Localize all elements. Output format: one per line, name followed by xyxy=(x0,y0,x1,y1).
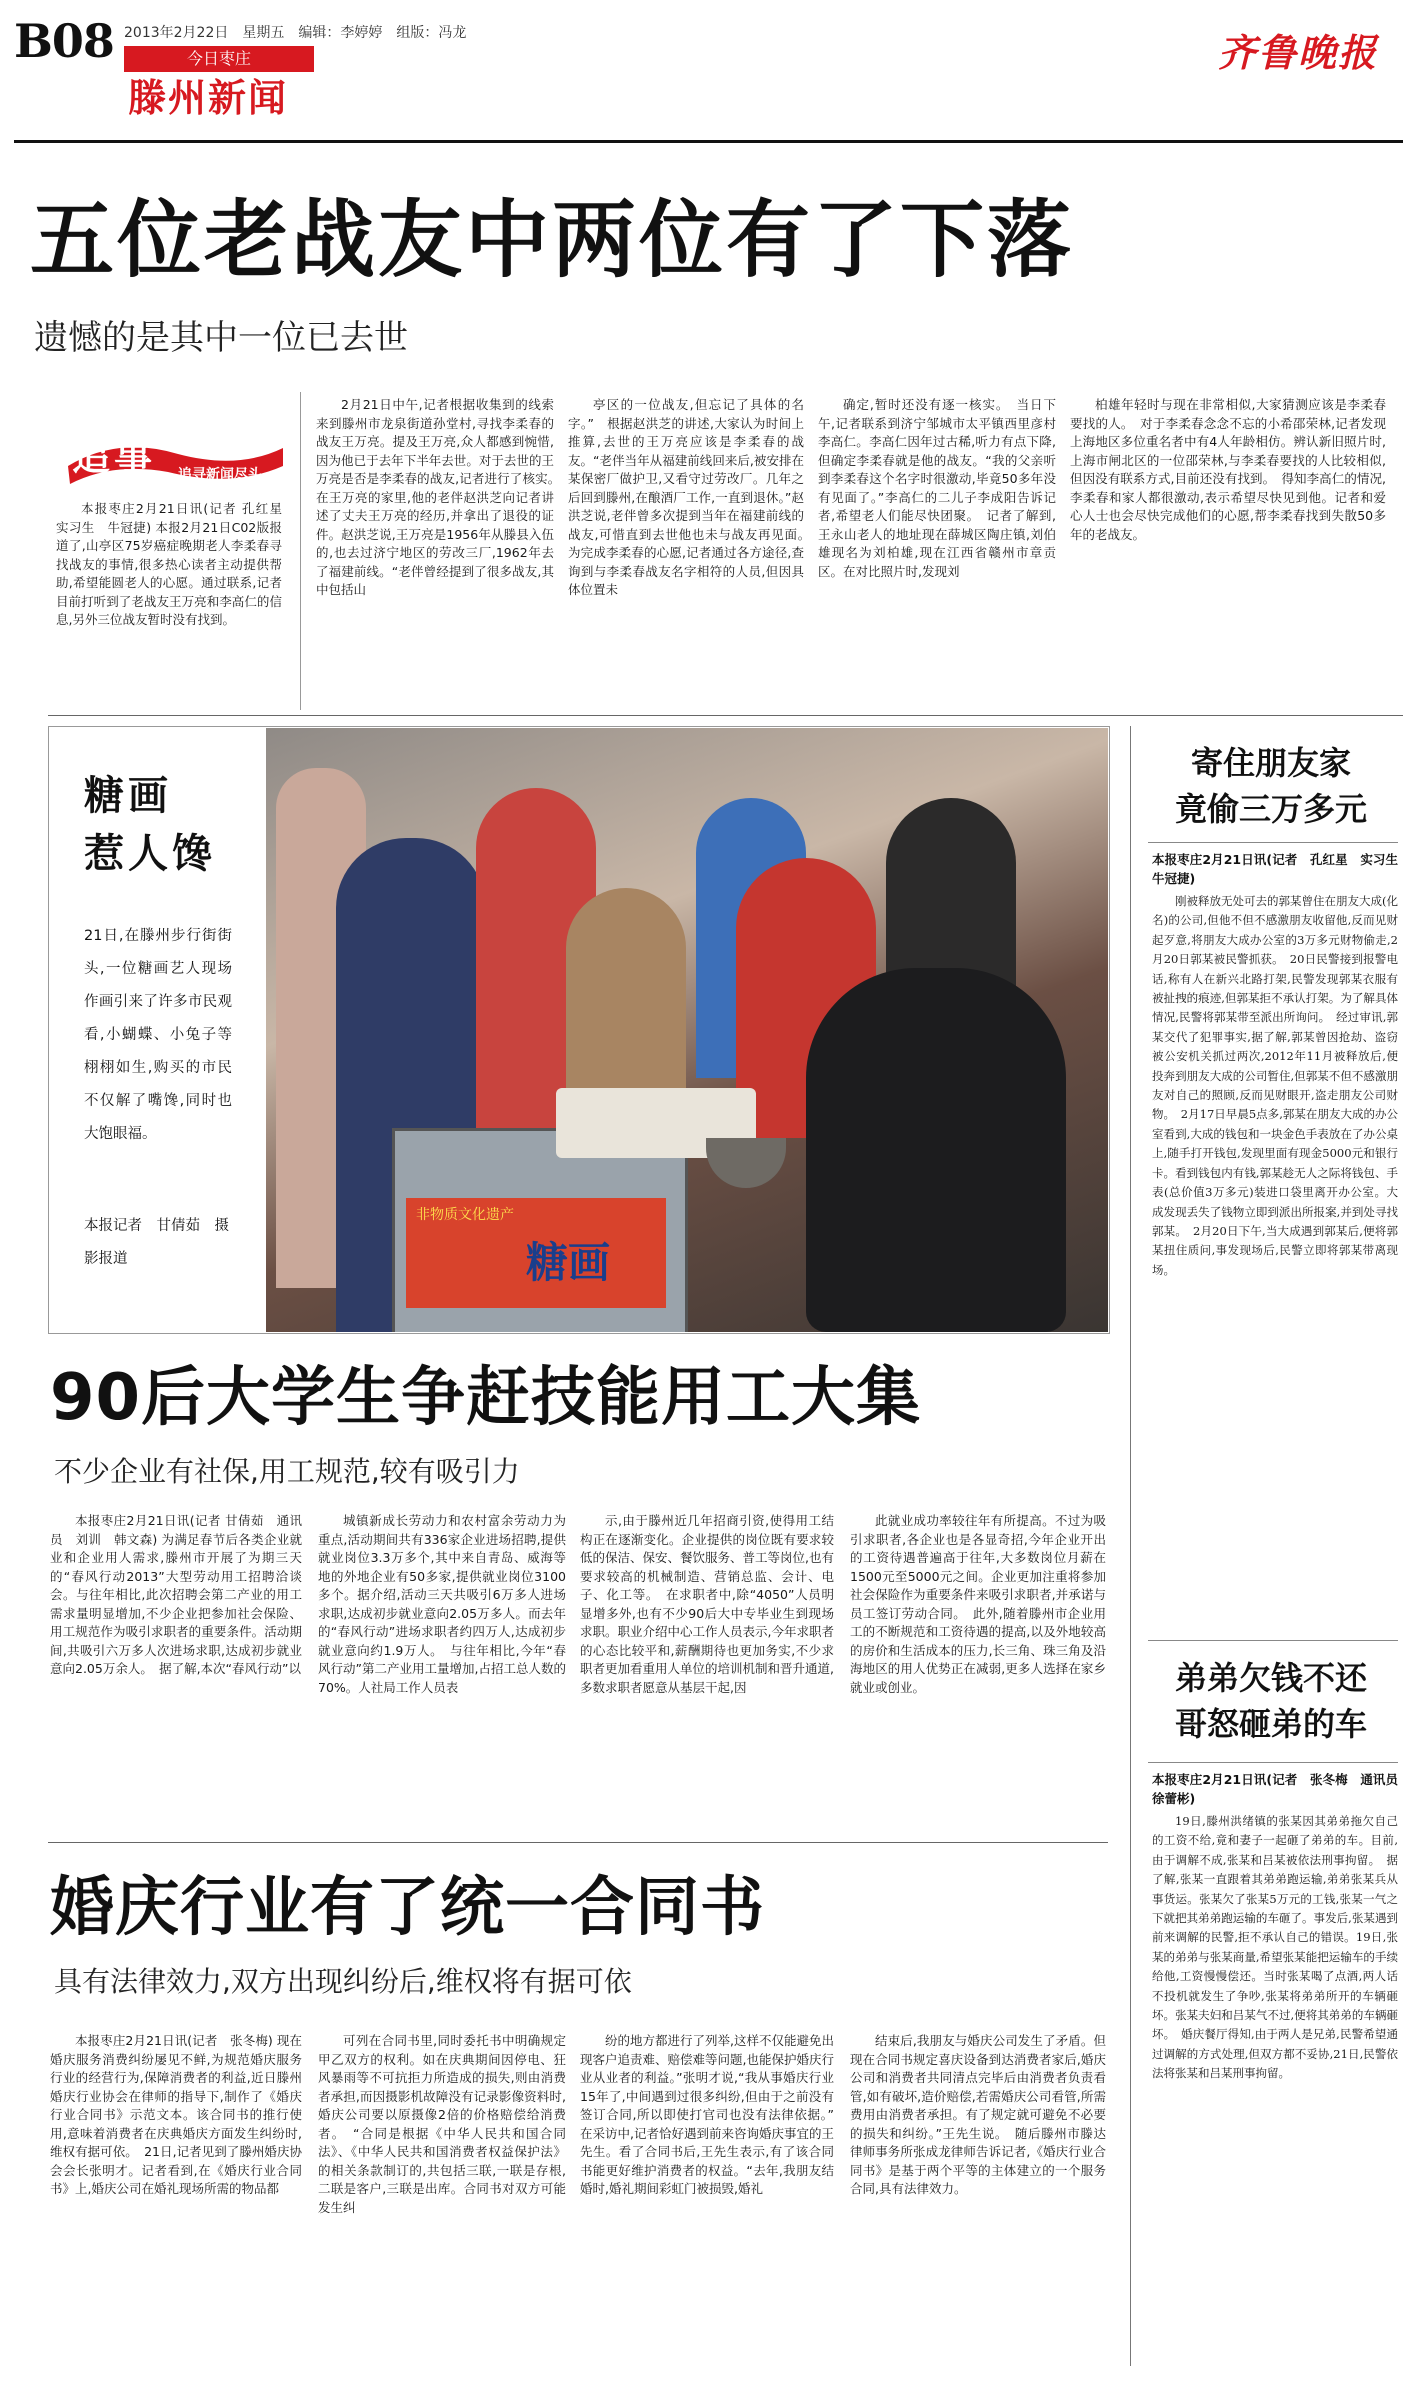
story2-para-2: 城镇新成长劳动力和农村富余劳动力为重点,活动期间共有336家企业进场招聘,提供就业岗位3.3万多个,其中来自青岛、威海等地的外地企业有50多家,提供就业岗位3100多个。据介绍,活动三天共吸引6万多人进场求职,达成初步就业意向2.05万多人。而去年的“春风行动”进场求职者约四万人,达成初步就业意向约1.9万人。 与往年相比,今年“春风行动”第二产业用工量增加,占招工总人数的70%。人社局工作人员表 xyxy=(318,1513,566,1695)
story3-headline: 婚庆行业有了统一合同书 xyxy=(50,1871,765,1945)
sidebar-divider xyxy=(1130,726,1131,2366)
photo-caption xyxy=(84,920,232,1151)
lead-column-4 xyxy=(818,396,1056,581)
story2-subhead: 不少企业有社保,用工规范,较有吸引力 xyxy=(54,1455,520,1488)
cart-banner xyxy=(406,1198,666,1308)
page-code: B08 xyxy=(14,14,114,68)
sidebar2-title-line-2: 哥怒砸弟的车 xyxy=(1174,1705,1367,1743)
sidebar2-title-rule xyxy=(1148,1762,1398,1763)
story2-para-1: 本报枣庄2月21日讯(记者 甘倩茹 通讯员 刘训 韩文森) 为满足春节后各类企业就业和企业用人需求,滕州市开展了为期三天的“春风行动2013”大型劳动用工招聘洽谈会。与往年相比,此次招聘会第二产业的用工需求量明显增加,不少企业把参加社会保险、用工规范作为吸引求职者的重要条件。活动期间,共吸引六万多人次进场求职,达成初步就业意向2.05万余人。 据了解,本次“春风行动”以 xyxy=(50,1513,302,1676)
lead-para-2: 2月21日中午,记者根据收集到的线索来到滕州市龙泉街道孙堂村,寻找李柔春的战友王万亮。提及王万亮,众人都感到惋惜,因为他已于去年下半年去世。对于去世的王万亮是否是李柔春的战友,记者进行了核实。 在王万亮的家里,他的老伴赵洪芝向记者讲述了丈夫王万亮的经历,并拿出了退役的证件。赵洪芝说,王万亮是1956年从滕县入伍的,也去过济宁地区的劳改三厂,1962年去了福建前线。“老伴曾经提到了很多战友,其中包括山 xyxy=(316,397,567,597)
lead-para-3: 亭区的一位战友,但忘记了具体的名字。” 根据赵洪芝的讲述,大家认为时间上推算,去世的王万亮应该是李柔春的战友。“老伴当年从福建前线回来后,被安排在某保密厂做护卫,又看守过劳改厂。几年之后回到滕州,在酿酒厂工作,一直到退休。”赵洪芝说,老伴曾多次提到当年在福建前线的战友,可惜直到去世他也未与战友再见面。 为完成李柔春的心愿,记者通过各方途径,查询到与李柔春战友名字相符的人员,但因具体位置未 xyxy=(568,397,817,597)
sidebar1-title-line-2: 竟偷三万多元 xyxy=(1174,790,1367,828)
sidebar-split-rule xyxy=(1148,1640,1398,1641)
section-tag: 今日枣庄 xyxy=(124,46,314,72)
sidebar1-title-rule xyxy=(1148,842,1398,843)
cart-banner-text: 非物质文化遗产 xyxy=(416,1207,514,1223)
logo-small: zhuishi xyxy=(178,428,214,439)
sidebar1-byline: 本报枣庄2月21日讯(记者 孔红星 实习生 牛冠捷) xyxy=(1152,852,1411,886)
story2-para-4: 此就业成功率较往年有所提高。不过为吸引求职者,各企业也是各显奇招,今年企业开出的工资待遇普遍高于往年,大多数岗位月薪在1500元至5000元之间。企业更加注重将参加社会保险作为重要条件来吸引求职者,并承诺与员工签订劳动合同。 此外,随着滕州市企业用工的不断规范和工资待遇的提高,以及外地较高的房价和生活成本的压力,长三角、珠三角及沿海地区的用人优势正在减弱,更多人选择在家乡就业或创业。 xyxy=(850,1513,1106,1695)
story3-column-4 xyxy=(850,2032,1106,2199)
sidebar2-title-line-1: 弟弟欠钱不还 xyxy=(1174,1659,1367,1697)
story3-column-3 xyxy=(580,2032,847,2199)
story2-column-4 xyxy=(850,1512,1106,1697)
photo-title-line-2: 惹人馋 xyxy=(84,831,216,877)
paper-name-logo: 齐鲁晚报 xyxy=(1218,30,1379,75)
section-rule-1 xyxy=(48,715,1403,716)
sidebar2-byline: 本报枣庄2月21日讯(记者 张冬梅 通讯员 徐蕾彬) xyxy=(1152,1772,1411,1806)
lead-column-1 xyxy=(56,500,295,630)
story2-column-2 xyxy=(318,1512,566,1697)
sugar-painting-photo xyxy=(266,728,1108,1332)
sidebar2-title xyxy=(1140,1655,1402,1747)
story2-column-3 xyxy=(580,1512,834,1697)
cart-sign: 糖画 xyxy=(526,1238,611,1287)
story3-column-2 xyxy=(318,2032,566,2217)
story3-para-3: 纷的地方都进行了列举,这样不仅能避免出现客户追责难、赔偿难等问题,也能保护婚庆行业从业者的利益。”张明才说,“我从事婚庆行业15年了,中间遇到过很多纠纷,但由于之前没有签订合同,所以即使打官司也没有法律依据。” 在采访中,记者恰好遇到前来咨询婚庆事宜的王先生。看了合同书后,王先生表示,有了该合同书能更好维护消费者的权益。“去年,我朋友结婚时,婚礼期间彩虹门被损毁,婚礼 xyxy=(580,2033,847,2196)
date-line: 2013年2月22日 星期五 编辑：李婷婷 组版：冯龙 xyxy=(124,25,467,41)
col-divider xyxy=(300,392,301,710)
sidebar1-body xyxy=(1152,892,1398,1280)
lead-headline: 五位老战友中两位有了下落 xyxy=(30,191,1075,289)
masthead-rule xyxy=(14,140,1403,143)
story2-column-1 xyxy=(50,1512,302,1679)
caption-text: 21日,在滕州步行街街头,一位糖画艺人现场作画引来了许多市民观看,小蝴蝶、小兔子等栩栩如生,购买的市民不仅解了嘴馋,同时也大饱眼福。 xyxy=(84,928,232,1142)
candy-artist xyxy=(806,968,1066,1332)
lead-para-4: 确定,暂时还没有逐一核实。 当日下午,记者联系到济宁邹城市太平镇西里彦村李高仁。李高仁因年过古稀,听力有点下降,但确定李柔春就是他的战友。“我的父亲听到李柔春这个名字时很激动,毕竟50多年没有见面了。”李高仁的二儿子李成阳告诉记者,希望老人们能尽快团聚。 记者了解到,王永山老人的地址现在薛城区陶庄镇,刘伯雄现名为刘柏雄,现在江西省赣州市章贡区。在对比照片时,发现刘 xyxy=(818,397,1056,579)
pan xyxy=(706,1138,786,1188)
lead-column-2 xyxy=(316,396,567,600)
logo-tag: 追寻新闻尽头 xyxy=(178,467,262,483)
sidebar1-title-line-1: 寄住朋友家 xyxy=(1190,744,1351,782)
lead-para-5: 柏雄年轻时与现在非常相似,大家猜测应该是李柔春要找的人。 对于李柔春念念不忘的小希邵荣林,记者发现上海地区多位重名者中有4人年龄相仿。辨认新旧照片时,上海市闸北区的一位邵荣林,与李柔春要找的人比较相似,但因没有联系方式,目前还没有找到。 得知李高仁的情况,李柔春和家人都很激动,表示希望尽快见到他。记者和爱心人士也会尽快完成他们的心愿,帮李柔春找到失散50多年的老战友。 xyxy=(1070,397,1386,542)
sidebar1-para: 刚被释放无处可去的郭某曾住在朋友大成(化名)的公司,但他不但不感激朋友收留他,反而见财起歹意,将朋友大成办公室的3万多元财物偷走,2月20日郭某被民警抓获。 20日民警接到报警电话,称有人在新兴北路打架,民警发现郭某衣服有被扯拽的痕迹,但郭某拒不承认打架。为了解具体情况,民警将郭某带至派出所询问。 经过审讯,郭某交代了犯罪事实,据了解,郭某曾因抢劫、盗窃被公安机关抓过两次,2012年11月被释放后,便投奔到朋友大成的公司暂住,但郭某不但不感激朋友对自己的照顾,反而见财眼开,盗走朋友公司财物。 2月17日早晨5点多,郭某在朋友大成的办公室看到,大成的钱包和一块金色手表放在了办公桌上,随手打开钱包,发现里面有现金5000元和银行卡。看到钱包内有钱,郭某趁无人之际将钱包、手表(总价值3万多元)装进口袋里离开办公室。大成发现丢失了钱物立即到派出所报案,并到处寻找郭某。 2月20日下午,当大成遇到郭某后,便将郭某扭住质问,事发现场后,民警立即将郭某带离现场。 xyxy=(1152,894,1398,1277)
story2-para-3: 示,由于滕州近几年招商引资,使得用工结构正在逐渐变化。企业提供的岗位既有要求较低的保洁、保安、餐饮服务、普工等岗位,也有要求较高的机械制造、营销总监、会计、电子、化工等。 在求职者中,除“4050”人员明显增多外,也有不少90后大中专毕业生到现场求职。职业介绍中心工作人员表示,今年求职者的心态比较平和,薪酬期待也更加务实,不少求职者更加看重用人单位的培训机制和晋升通道,多数求职者愿意从基层干起,因 xyxy=(580,1513,834,1695)
sidebar1-title xyxy=(1140,740,1402,832)
story3-subhead: 具有法律效力,双方出现纠纷后,维权将有据可依 xyxy=(54,1965,632,1998)
zhuishi-logo xyxy=(58,420,288,500)
logo-big: 追事 xyxy=(72,435,157,479)
sidebar2-para: 19日,滕州洪绪镇的张某因其弟弟拖欠自己的工资不给,竟和妻子一起砸了弟弟的车。目前,由于调解不成,张某和吕某被依法刑事拘留。 据了解,张某一直跟着其弟弟跑运输,弟弟张某兵从事货运。张某欠了张某5万元的工钱,张某一气之下就把其弟弟跑运输的车砸了。事发后,张某遇到前来调解的民警,拒不承认自己的错误。19日,张某的弟弟与张某商量,希望张某能把运输车的手续给他,工资慢慢偿还。当时张某喝了点酒,两人话不投机就发生了争吵,张某将弟弟所开的车辆砸坏。张某夫妇和吕某气不过,便将其弟弟的车辆砸坏。 婚庆餐厅得知,由于两人是兄弟,民警希望通过调解的方式处理,但双方都不妥协,21日,民警依法将张某和吕某刑事拘留。 xyxy=(1152,1814,1398,2081)
story3-para-1: 本报枣庄2月21日讯(记者 张冬梅) 现在婚庆服务消费纠纷屡见不鲜,为规范婚庆服务行业的经营行为,保障消费者的利益,近日滕州婚庆行业协会在律师的指导下,制作了《婚庆行业合同书》示范文本。该合同书的推行使用,意味着消费者在庆典婚庆方面发生纠纷时,维权有据可依。 21日,记者见到了滕州婚庆协会会长张明才。记者看到,在《婚庆行业合同书》上,婚庆公司在婚礼现场所需的物品都 xyxy=(50,2033,302,2196)
sidebar2-body xyxy=(1152,1812,1398,2084)
story3-para-4: 结束后,我朋友与婚庆公司发生了矛盾。但现在合同书规定喜庆设备到达消费者家后,婚庆公司和消费者共同清点完毕后由消费者负责看管,如有破坏,造价赔偿,若需婚庆公司看管,所需费用由消费者承担。有了规定就可避免不必要的损失和纠纷。”王先生说。 随后滕州市滕达律师事务所张成龙律师告诉记者,《婚庆行业合同书》是基于两个平等的主体建立的一个服务合同,具有法律效力。 xyxy=(850,2033,1106,2196)
photo-credit: 本报记者 甘倩茹 摄影报道 xyxy=(84,1218,229,1267)
lead-para-1: 本报枣庄2月21日讯(记者 孔红星 实习生 牛冠捷) 本报2月21日C02版报道了,山亭区75岁癌症晚期老人李柔春寻找战友的事情,很多热心读者主动提供帮助,希望能圆老人的心愿。通过联系,记者目前打听到了老战友王万亮和李高仁的信息,另外三位战友暂时没有找到。 xyxy=(56,501,295,627)
story3-column-1 xyxy=(50,2032,302,2199)
photo-title-line-1: 糖画 xyxy=(84,773,172,819)
story2-headline: 90后大学生争赶技能用工大集 xyxy=(50,1361,922,1435)
section-title: 滕州新闻 xyxy=(128,76,289,120)
lead-subhead: 遗憾的是其中一位已去世 xyxy=(34,318,408,358)
story3-para-2: 可列在合同书里,同时委托书中明确规定甲乙双方的权利。如在庆典期间因停电、狂风暴雨等不可抗拒力所造成的损失,则由消费者承担,而因摄影机故障没有记录影像资料时,婚庆公司要以原摄像2倍的价格赔偿给消费者。 “合同是根据《中华人民共和国合同法》、《中华人民共和国消费者权益保护法》的相关条款制订的,共包括三联,一联是存根,二联是客户,三联是出库。合同书对双方可能发生纠 xyxy=(318,2033,566,2215)
lead-column-5 xyxy=(1070,396,1386,544)
lead-column-3 xyxy=(568,396,817,600)
section-rule-2 xyxy=(48,1842,1108,1843)
